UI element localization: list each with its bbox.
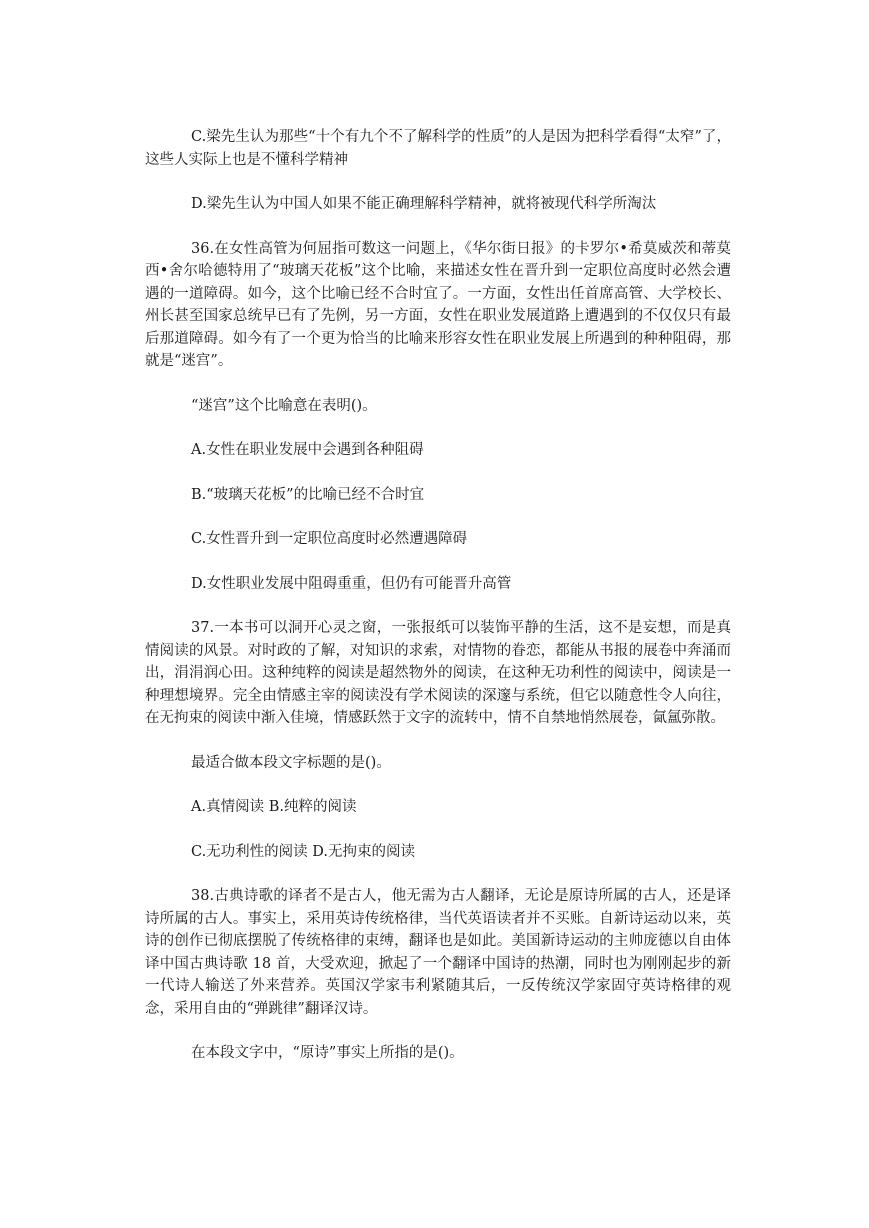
q37-options-ab: A.真情阅读 B.纯粹的阅读 <box>191 799 357 815</box>
document-page <box>145 126 731 1065</box>
q36-option-d: D.女性职业发展中阻碍重重，但仍有可能晋升高管 <box>191 575 512 592</box>
q37-question: 最适合做本段文字标题的是()。 <box>191 754 391 771</box>
q36-option-a: A.女性在职业发展中会遇到各种阻碍 <box>191 442 424 458</box>
q35-option-d: D.梁先生认为中国人如果不能正确理解科学精神，就将被现代科学所淘汰 <box>191 196 657 212</box>
q36-passage: 36.在女性高管为何屈指可数这一问题上，《华尔街日报》的卡罗尔•希莫威茨和蒂莫西•舍尔哈德特用了“玻璃天花板”这个比喻，来描述女性在晋升到一定职位高度时必然会遭遇的一道障碍。如今，这个比喻已经不合时宜了。一方面，女性出任首席高管、大学校长、州长甚至国家总统早已有了先例，另一方面，女性在职业发展道路上遭遇到的不仅仅只有最后那道障碍。如今有了一个更为恰当的比喻来形容女性在职业发展上所遇到的种种阻碍，那就是“迷宫”。 <box>145 240 731 369</box>
q38-passage: 38.古典诗歌的译者不是古人，他无需为古人翻译，无论是原诗所属的古人，还是译诗所属的古人。事实上，采用英诗传统格律，当代英语读者并不买账。自新诗运动以来，英诗的创作已彻底摆脱了传统格律的束缚，翻译也是如此。美国新诗运动的主帅庞德以自由体译中国古典诗歌 18 首，大受欢迎，掀起了一个翻译中国诗的热潮，同时也为刚刚起步的新一代诗人输送了外来营养。英国汉学家韦利紧随其后，一反传统汉学家固守英诗格律的观念，采用自由的“弹跳律”翻译汉诗。 <box>145 888 731 1017</box>
q37-passage: 37.一本书可以洞开心灵之窗，一张报纸可以装饰平静的生活，这不是妄想，而是真情阅读的风景。对时政的了解，对知识的求索，对情物的眷恋，都能从书报的展卷中奔涌而出，涓涓润心田。这种纯粹的阅读是超然物外的阅读，在这种无功利性的阅读中，阅读是一种理想境界。完全由情感主宰的阅读没有学术阅读的深邃与系统，但它以随意性令人向往，在无拘束的阅读中渐入佳境，情感跃然于文字的流转中，情不自禁地悄然展卷，氤氲弥散。 <box>145 620 731 726</box>
q37-options-cd: C.无功利性的阅读 D.无拘束的阅读 <box>191 843 416 860</box>
q36-question: “迷宫”这个比喻意在表明()。 <box>191 397 377 414</box>
q36-option-b: B.“玻璃天花板”的比喻已经不合时宜 <box>191 486 425 503</box>
q35-option-c: C.梁先生认为那些“十个有九个不了解科学的性质”的人是因为把科学看得“太窄”了，这些人实际上也是不懂科学精神 <box>145 129 731 168</box>
q36-option-c: C.女性晋升到一定职位高度时必然遭遇障碍 <box>191 531 468 547</box>
q38-question: 在本段文字中，“原诗”事实上所指的是()。 <box>191 1045 464 1061</box>
